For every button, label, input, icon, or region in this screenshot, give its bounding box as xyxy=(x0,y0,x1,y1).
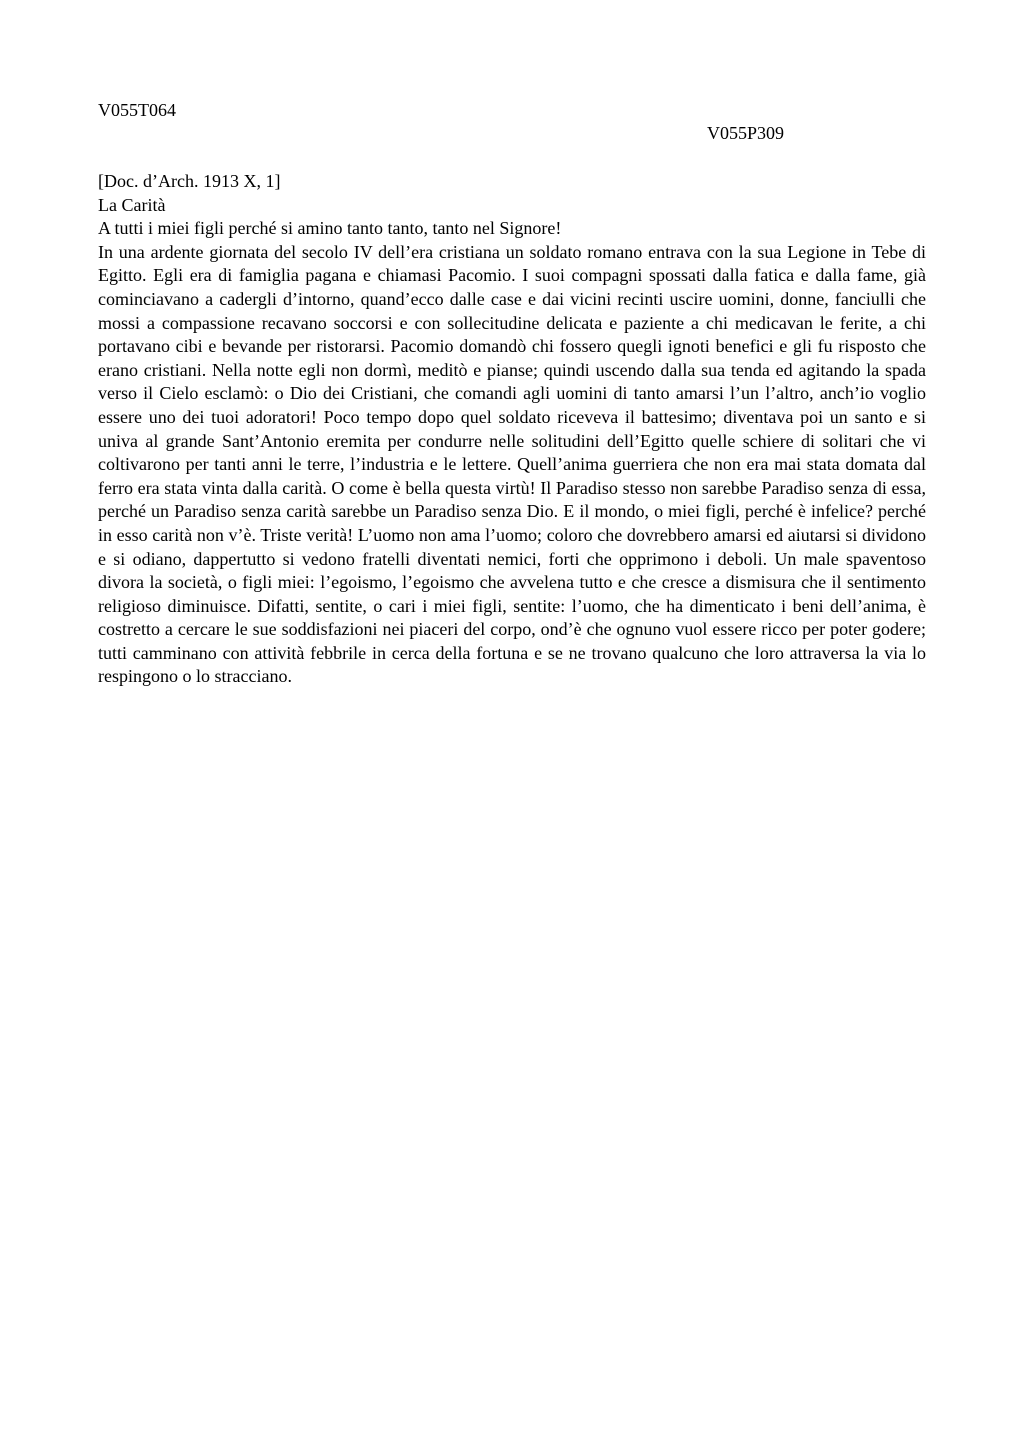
page-code: V055P309 xyxy=(707,123,785,143)
document-title: La Carità xyxy=(98,194,166,215)
body-paragraph: In una ardente giornata del secolo IV dell’era cristiana un soldato romano entrava con la sua Legione in Tebe di Egitto. Egli era di famiglia pagana e chiamasi Pacomio. I suoi compagni spossati dalla fatica e dalla fame, già cominciavano a cadergli d’intorno, quand’ecco dalle case e dai vicini recinti uscire uomini, donne, fanciulli che mossi a compassione recavano soccorsi e con sollecitudine delicata e paziente a chi medicavan le ferite, a chi portavano cibi e bevande per ristorarsi. Pacomio domandò chi fossero quegli ignoti benefici e gli fu risposto che erano cristiani. Nella notte egli non dormì, meditò e pianse; quindi uscendo dalla sua tenda ed agitando la spada verso il Cielo esclamò: o Dio dei Cristiani, che comandi agli uomini di tanto amarsi l’un l’altro, anch’io voglio essere uno dei tuoi adoratori! Poco tempo dopo quel soldato riceveva il battesimo; diventava poi un santo e si univa al grande Sant’Antonio eremita per condurre nelle solitudini dell’Egitto quelle schiere di solitari che vi coltivarono per tanti anni le terre, l’industria e le lettere. Quell’anima guerriera che non era mai stata domata dal ferro era stata vinta dalla carità. O come è bella questa virtù! Il Paradiso stesso non sarebbe Paradiso senza di essa, perché un Paradiso senza carità sarebbe un Paradiso senza Dio. E il mondo, o miei figli, perché è infelice? perché in esso carità non v’è. Triste verità! L’uomo non ama l’uomo; coloro che dovrebbero amarsi ed aiutarsi si dividono e si odiano, dappertutto si vedono fratelli diventati nemici, forti che opprimono i deboli. Un male spaventoso divora la società, o figli miei: l’egoismo, l’egoismo che avvelena tutto e che cresce a dismisura che il sentimento religioso diminuisce. Difatti, sentite, o cari i miei figli, sentite: l’uomo, che ha dimenticato i beni dell’anima, è costretto a cercare le sue soddisfazioni nei piaceri del corpo, ond’è che ognuno vuol essere ricco per poter godere; tutti camminano con attività febbrile in cerca della fortuna e se ne trovano qualcuno che loro attraversa la via lo respingono o lo stracciano. xyxy=(98,241,926,687)
dedication-line: A tutti i miei figli perché si amino tanto tanto, tanto nel Signore! xyxy=(98,218,562,239)
archive-reference: [Doc. d’Arch. 1913 X, 1] xyxy=(98,171,281,191)
document-code: V055T064 xyxy=(98,100,176,120)
document-content xyxy=(98,170,926,689)
